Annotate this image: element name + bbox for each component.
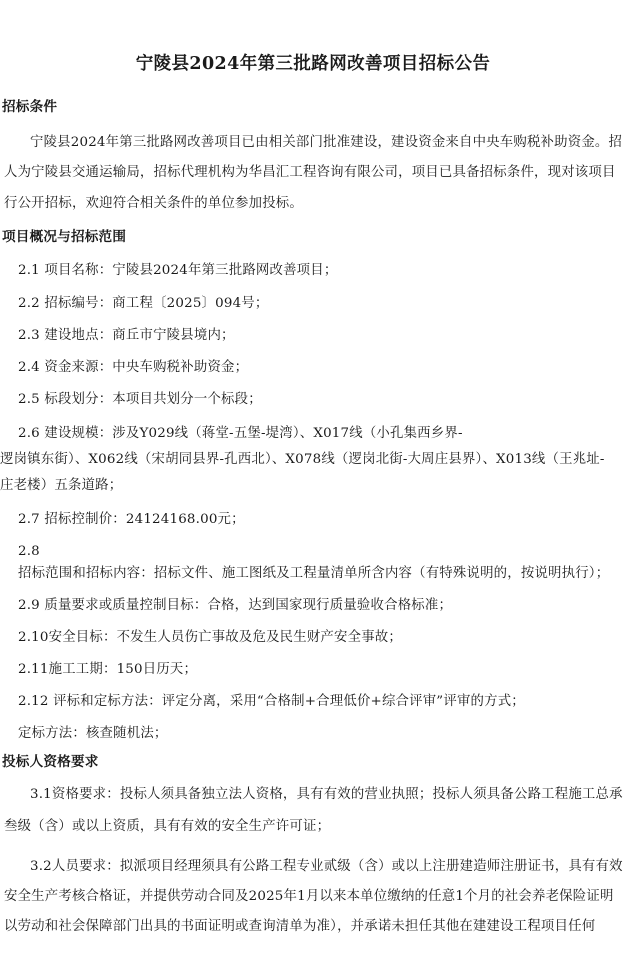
paragraph-line: 人为宁陵县交通运输局，招标代理机构为华昌汇工程咨询有限公司，项目已具备招标条件，现对该项目 — [4, 165, 616, 180]
list-item: 2.7 招标控制价：24124168.00元； — [18, 512, 245, 527]
paragraph-line: 安全生产考核合格证，并提供劳动合同及2025年1月以来本单位缴纳的任意1个月的社会养老保险证明 — [4, 889, 614, 904]
list-item: 2.5 标段划分：本项目共划分一个标段； — [18, 392, 262, 407]
list-item: 2.12 评标和定标方法：评定分离，采用“合格制+合理低价+综合评审”评审的方式； — [18, 694, 525, 709]
list-item: 2.11施工工期：150日历天； — [18, 662, 198, 677]
list-item: 2.1 项目名称：宁陵县2024年第三批路网改善项目； — [18, 263, 338, 278]
list-item-continuation: 招标范围和招标内容：招标文件、施工图纸及工程量清单所含内容（有特殊说明的，按说明执行）； — [18, 566, 610, 581]
list-item-continuation: 庄老楼）五条道路； — [0, 478, 123, 493]
list-item: 2.4 资金来源：中央车购税补助资金； — [18, 360, 249, 375]
paragraph-line: 宁陵县2024年第三批路网改善项目已由相关部门批准建设，建设资金来自中央车购税补助资金。招 — [30, 135, 623, 150]
paragraph-line: 行公开招标，欢迎符合相关条件的单位参加投标。 — [4, 196, 303, 211]
document-title: 宁陵县2024年第三批路网改善项目招标公告 — [135, 54, 491, 74]
section-heading-bidder-qualifications: 投标人资格要求 — [2, 754, 99, 770]
paragraph-line: 以劳动和社会保障部门出具的书面证明或查询清单为准），并承诺未担任其他在建建设工程项目任何 — [4, 919, 596, 934]
section-heading-project-overview: 项目概况与招标范围 — [2, 229, 127, 245]
paragraph-line: 3.1资格要求：投标人须具备独立法人资格，具有有效的营业执照；投标人须具备公路工程施工总承 — [30, 787, 623, 802]
list-item: 2.8 — [18, 544, 40, 559]
list-item: 2.6 建设规模：涉及Y029线（蒋堂-五堡-堤湾）、X017线（小孔集西乡界- — [18, 426, 463, 441]
list-item: 2.10安全目标：不发生人员伤亡事故及危及民生财产安全事故； — [18, 630, 402, 645]
list-item: 2.3 建设地点：商丘市宁陵县境内； — [18, 328, 235, 343]
section-heading-bidding-conditions: 招标条件 — [2, 99, 58, 115]
list-item: 2.2 招标编号：商工程〔2025〕094号； — [18, 296, 269, 311]
paragraph-line: 3.2人员要求：拟派项目经理须具有公路工程专业贰级（含）或以上注册建造师注册证书，具有有效 — [30, 859, 623, 874]
paragraph-line: 叁级（含）或以上资质，具有有效的安全生产许可证； — [4, 819, 331, 834]
list-item: 定标方法：核查随机法； — [18, 726, 168, 741]
list-item: 2.9 质量要求或质量控制目标：合格，达到国家现行质量验收合格标准； — [18, 598, 453, 613]
list-item-continuation: 逻岗镇东街）、X062线（宋胡同县界-孔西北）、X078线（逻岗北街-大周庄县界）、X013线（王兆址- — [0, 452, 605, 467]
